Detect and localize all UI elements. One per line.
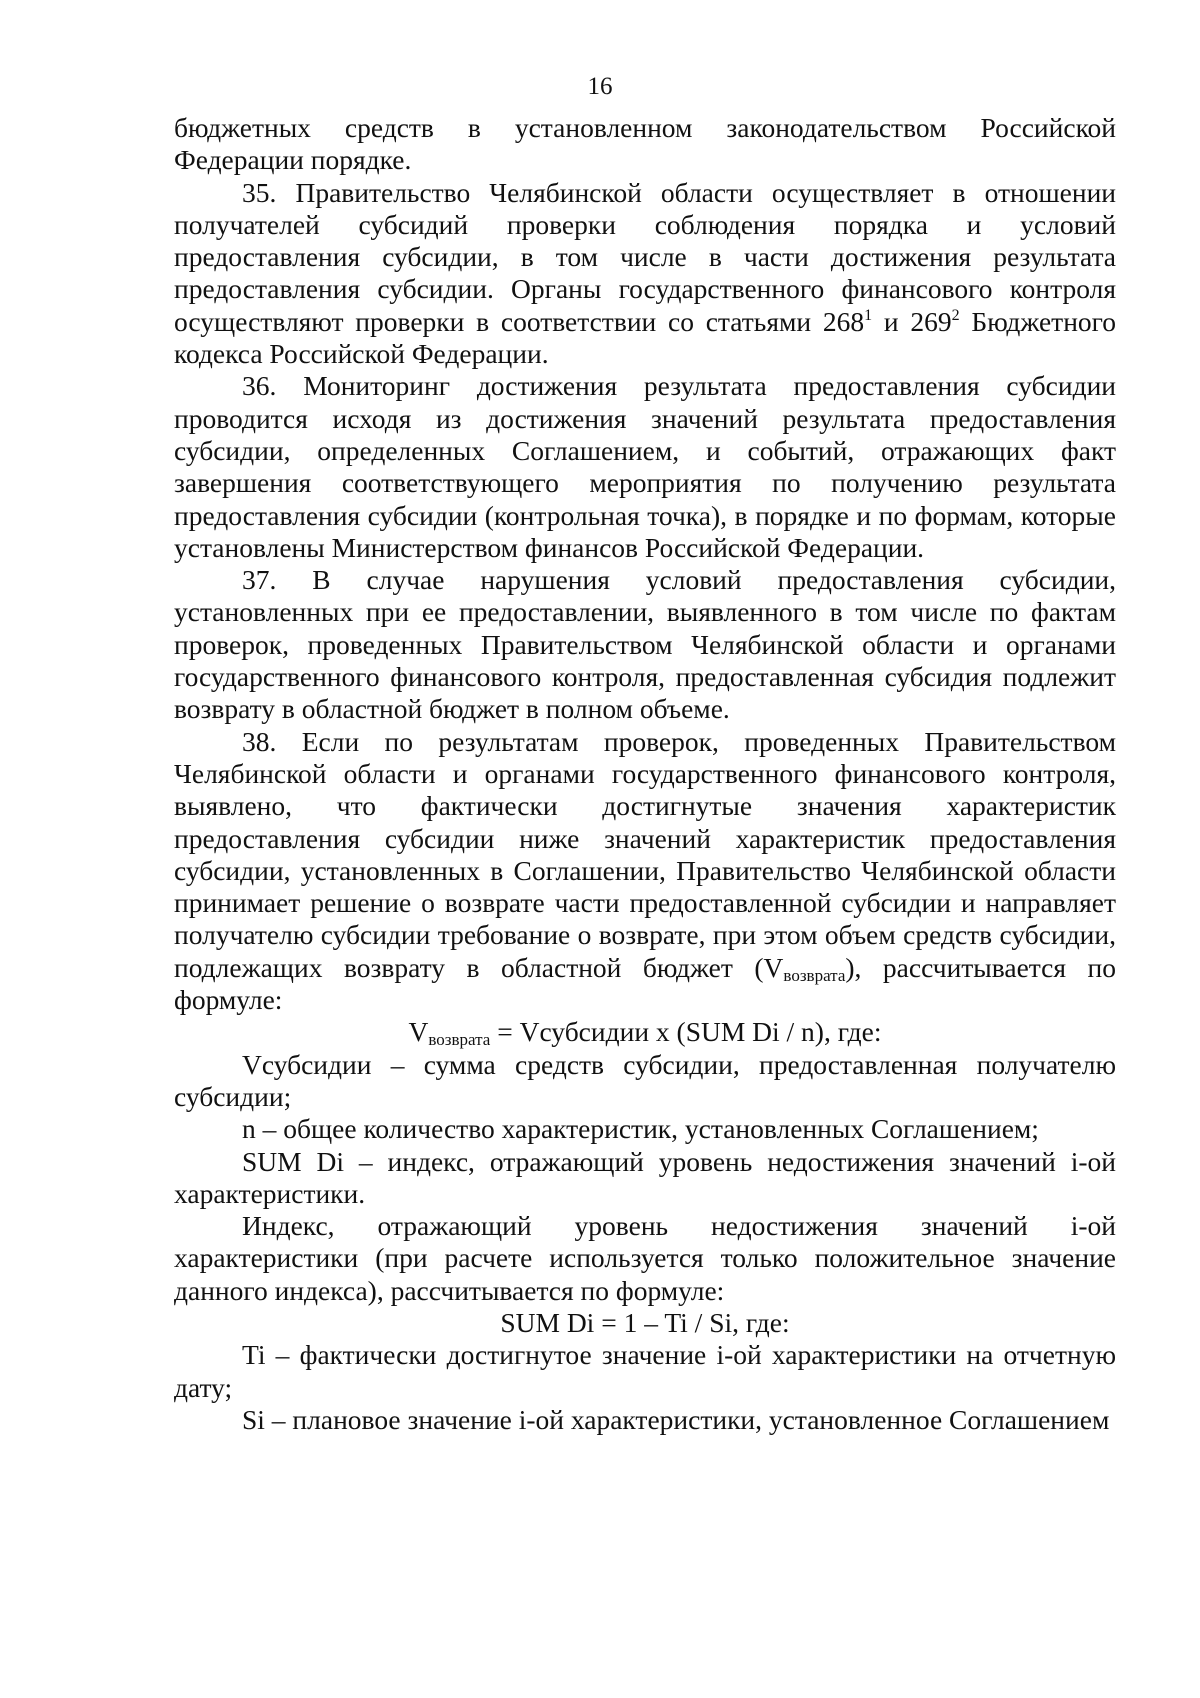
definition-n: n – общее количество характеристик, установленных Соглашением;: [242, 1113, 1039, 1145]
paragraph-35-text-a: 35. Правительство Челябинской области осуществляет в отношении получателей субсидий проверки соблюдения порядка и условий предоставления субсидии, в том числе в части достижения результата предоставления субсидии. Органы государственного финансового контроля осуществляют проверки в соответствии со статьями 268: [174, 176, 1116, 337]
formula-sum-di: SUM Di = 1 – Ti / Si, где:: [500, 1306, 790, 1338]
footnote-superscript-1: 1: [864, 306, 873, 324]
definition-vsubsidii: Vсубсидии – сумма средств субсидии, предоставленная получателю субсидии;: [174, 1048, 1116, 1112]
definition-ti: Ti – фактически достигнутое значение i-ой характеристики на отчетную дату;: [174, 1339, 1116, 1403]
paragraph-38-text-a: 38. Если по результатам проверок, проведенных Правительством Челябинской области и органами государственного финансового контроля, выявлено, что фактически достигнутые значения характеристик предоставления субсидии ниже значений характеристик предоставления субсидии, установленных в Соглашении, Правительство Челябинской области принимает решение о возврате части предоставленной субсидии и направляет получателю субсидии требование о возврате, при этом объем средств субсидии, подлежащих возврату в областной бюджет (V: [174, 725, 1116, 983]
document-body: [174, 112, 1116, 1436]
paragraph-36: 36. Мониторинг достижения результата предоставления субсидии проводится исходя из достижения значений результата предоставления субсидии, определенных Соглашением, и событий, отражающих факт завершения соответствующего мероприятия по получению результата предоставления субсидии (контрольная точка), в порядке и по формам, которые установлены Министерством финансов Российской Федерации.: [174, 370, 1116, 563]
paragraph-38-text-b: ), рассчитывается по формуле:: [174, 951, 1116, 1016]
paragraph-35-text-b: и 269: [872, 305, 952, 337]
formula-1-rest: = Vсубсидии x (SUM Di / n), где:: [490, 1016, 882, 1048]
paragraph-continuation: бюджетных средств в установленном законодательством Российской Федерации порядке.: [174, 112, 1116, 176]
formula-1-v: V: [408, 1016, 429, 1048]
paragraph-35-text-c: Бюджетного кодекса Российской Федерации.: [174, 305, 1117, 370]
formula-1-subscript: возврата: [428, 1030, 491, 1050]
definition-si: Si – плановое значение i-ой характеристики, установленное Соглашением: [242, 1403, 1110, 1435]
subscript-vozvrata: возврата: [783, 965, 846, 985]
page-number: 16: [587, 73, 613, 100]
paragraph-35: [174, 177, 1116, 371]
footnote-superscript-2: 2: [951, 306, 960, 324]
formula-return-volume: [174, 1016, 1116, 1048]
paragraph-index: Индекс, отражающий уровень недостижения значений i-ой характеристики (при расчете используется только положительное значение данного индекса), рассчитывается по формуле:: [174, 1210, 1116, 1306]
paragraph-38: [174, 726, 1116, 1017]
definition-sum-di: SUM Di – индекс, отражающий уровень недостижения значений i-ой характеристики.: [174, 1145, 1116, 1209]
paragraph-37: 37. В случае нарушения условий предоставления субсидии, установленных при ее предоставлении, выявленного в том числе по фактам проверок, проведенных Правительством Челябинской области и органами государственного финансового контроля, предоставленная субсидия подлежит возврату в областной бюджет в полном объеме.: [174, 564, 1116, 725]
